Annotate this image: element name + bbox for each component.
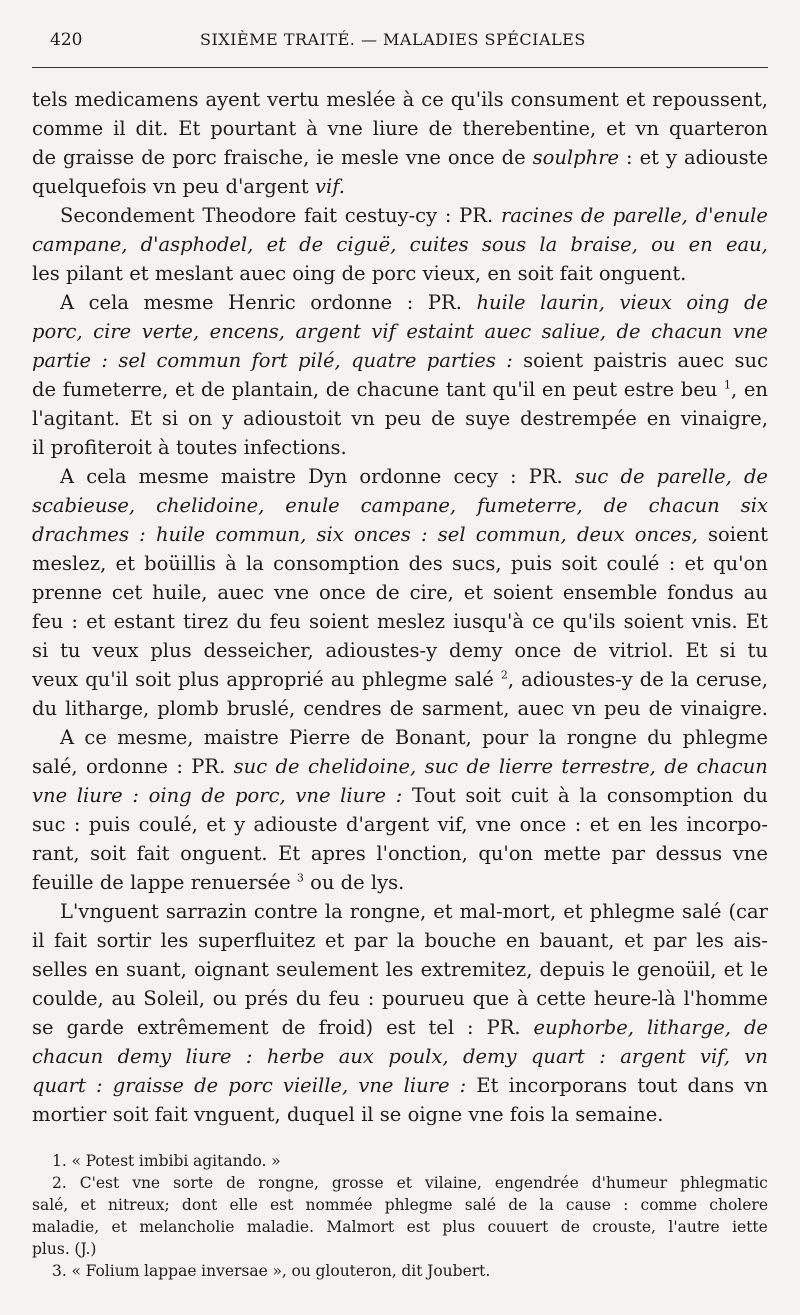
text-line: de graisse de porc fraische, ie mesle vne once de soulphre : et y adiouste [32, 146, 768, 169]
text-line: L'vnguent sarrazin contre la rongne, et mal-mort, et phlegme salé (car [60, 900, 768, 923]
text-line: campane, d'asphodel, et de ciguë, cuites sous la braise, ou en eau, [32, 233, 768, 256]
footnote-line: 3. « Folium lappae inversae », ou glouteron, dit Joubert. [52, 1262, 491, 1280]
footnote-line: maladie, et melancholie maladie. Malmort est plus couuert de crouste, l'autre iette [32, 1218, 768, 1236]
text-line: suc : puis coulé, et y adiouste d'argent vif, vne once : et en les incorpo- [32, 813, 768, 836]
text-line: scabieuse, chelidoine, enule campane, fumeterre, de chacun six [32, 494, 768, 517]
text-line: chacun demy liure : herbe aux poulx, demy quart : argent vif, vn [32, 1045, 768, 1068]
text-line: A cela mesme Henric ordonne : PR. huile laurin, vieux oing de [60, 291, 768, 314]
text-line: mortier soit fait vnguent, duquel il se oigne vne fois la semaine. [32, 1103, 664, 1126]
text-line: veux qu'il soit plus approprié au phlegme salé $^2$, adioustes-y de la ceruse, [32, 668, 768, 691]
text-line: A ce mesme, maistre Pierre de Bonant, pour la rongne du phlegme [60, 726, 768, 749]
footnote-line: 2. C'est vne sorte de rongne, grosse et vilaine, engendrée d'humeur phlegmatic [52, 1174, 768, 1192]
text-line: quart : graisse de porc vieille, vne liure : Et incorporans tout dans vn [32, 1074, 768, 1097]
text-line: selles en suant, oignant seulement les extremitez, depuis le genoüil, et le [32, 958, 768, 981]
footnote-line: 1. « Potest imbibi agitando. » [52, 1152, 281, 1170]
text-line: il fait sortir les superfluitez et par la bouche en bauant, et par les ais- [32, 929, 768, 952]
text-line: comme il dit. Et pourtant à vne liure de therebentine, et vn quarteron [32, 117, 768, 140]
text-line: meslez, et boüillis à la consomption des sucs, puis soit coulé : et qu'on [32, 552, 768, 575]
footnotes [32, 1152, 768, 1284]
footnote-line: plus. (J.) [32, 1240, 97, 1258]
text-line: partie : sel commun fort pilé, quatre parties : soient paistris auec suc [32, 349, 768, 372]
text-line: de fumeterre, et de plantain, de chacune tant qu'il en peut estre beu $^1$, en [32, 378, 768, 401]
text-line: tels medicamens ayent vertu meslée à ce qu'ils consument et repoussent, [32, 88, 768, 111]
text-line: drachmes : huile commun, six onces : sel commun, deux onces, soient [32, 523, 768, 546]
text-line: feu : et estant tirez du feu soient meslez iusqu'à ce qu'ils soient vnis. Et [32, 610, 768, 633]
page-number: 420 [50, 30, 83, 50]
text-line: rant, soit fait onguent. Et apres l'onction, qu'on mette par dessus vne [32, 842, 768, 865]
text-line: du litharge, plomb bruslé, cendres de sarment, auec vn peu de vinaigre. [32, 697, 768, 720]
body-text [32, 88, 768, 1132]
text-line: les pilant et meslant auec oing de porc vieux, en soit fait onguent. [32, 262, 687, 285]
footnote-line: salé, et nitreux; dont elle est nommée phlegme salé de la cause : comme cholere [32, 1196, 768, 1214]
page-header [50, 30, 768, 60]
text-line: vne liure : oing de porc, vne liure : Tout soit cuit à la consomption du [32, 784, 768, 807]
text-line: feuille de lappe renuersée $^3$ ou de lys. [32, 871, 405, 894]
text-line: Secondement Theodore fait cestuy-cy : PR. racines de parelle, d'enule [60, 204, 768, 227]
text-line: quelquefois vn peu d'argent vif. [32, 175, 345, 198]
text-line: il profiteroit à toutes infections. [32, 436, 347, 459]
text-line: si tu veux plus desseicher, adioustes-y demy once de vitriol. Et si tu [32, 639, 768, 662]
text-line: porc, cire verte, encens, argent vif estaint auec saliue, de chacun vne [32, 320, 768, 343]
running-title: SIXIÈME TRAITÉ. — MALADIES SPÉCIALES [200, 30, 586, 49]
text-line: A cela mesme maistre Dyn ordonne cecy : PR. suc de parelle, de [60, 465, 768, 488]
header-rule [32, 67, 768, 68]
text-line: coulde, au Soleil, ou prés du feu : pourueu que à cette heure-là l'homme [32, 987, 768, 1010]
text-line: salé, ordonne : PR. suc de chelidoine, suc de lierre terrestre, de chacun [32, 755, 768, 778]
text-line: l'agitant. Et si on y adioustoit vn peu de suye destrempée en vinaigre, [32, 407, 768, 430]
text-line: prenne cet huile, auec vne once de cire, et soient ensemble fondus au [32, 581, 768, 604]
text-line: se garde extrêmement de froid) est tel : PR. euphorbe, litharge, de [32, 1016, 768, 1039]
